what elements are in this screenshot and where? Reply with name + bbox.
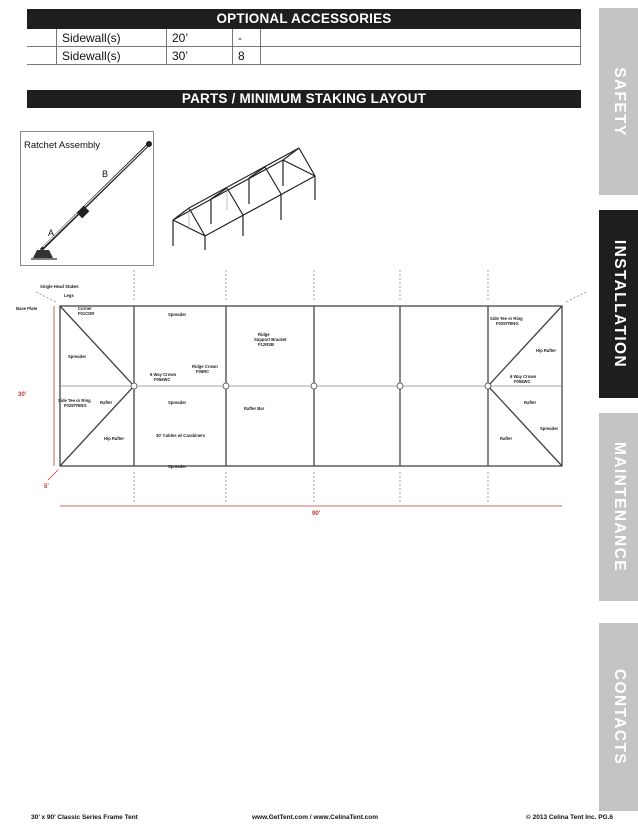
tab-installation-label: INSTALLATION: [610, 239, 628, 369]
accessories-table: [27, 29, 581, 65]
optional-accessories-heading: OPTIONAL ACCESSORIES: [27, 9, 581, 29]
tab-contacts-label: CONTACTS: [610, 668, 628, 766]
rafter-label-right: Rafter: [524, 400, 537, 405]
size-cell: 20’: [167, 29, 233, 47]
tab-maintenance-label: MAINTENANCE: [610, 442, 628, 572]
corner-code-label: F01CDR: [78, 311, 95, 316]
staking-layout-diagram: [14, 270, 586, 518]
tab-safety-label: SAFETY: [610, 66, 628, 137]
item-cell: Sidewall(s): [57, 47, 167, 65]
cables-label: 30' Cables w/ Carabiners: [156, 433, 206, 438]
footer-product-title: 30’ x 90’ Classic Series Frame Tent: [31, 814, 138, 821]
ridge-crown-code: F06RC: [196, 369, 210, 374]
corner-label: Corner: [78, 306, 92, 311]
side-tee-label-left: Side Tee or Ring: [58, 398, 91, 403]
ratchet-assembly-panel: [20, 131, 154, 266]
table-row: [27, 47, 581, 65]
hip-rafter-label-right: Hip Rafter: [536, 348, 557, 353]
rafter-bar-label: Rafter Bar: [244, 406, 265, 411]
rafter-label-lower: Rafter: [500, 436, 513, 441]
base-plate-label: Base Plate: [16, 306, 38, 311]
ratchet-assembly-title: Ratchet Assembly: [24, 140, 101, 151]
footer-copyright: © 2013 Celina Tent Inc. PG.6: [526, 814, 614, 821]
qty-cell: -: [233, 29, 261, 47]
ridge-bracket-label-2: Support Bracket: [254, 337, 287, 342]
crown6-code-left: F056WC: [154, 377, 171, 382]
size-cell: 30’: [167, 47, 233, 65]
offset-dimension: 5': [44, 484, 49, 490]
crown6-label-right: 6 Way Crown: [510, 374, 537, 379]
crown6-label-left: 6 Way Crown: [150, 372, 177, 377]
table-row: [27, 29, 581, 47]
side-tee-code-left: F025TRING: [64, 403, 87, 408]
spreader-label-mid: Spreader: [168, 400, 187, 405]
single-head-stakes-label: Single Head Stakes: [40, 284, 79, 289]
tab-contacts[interactable]: [599, 623, 638, 811]
ratchet-illustration: [21, 132, 153, 265]
crown6-code-right: F056WC: [514, 379, 531, 384]
tab-maintenance[interactable]: [599, 413, 638, 601]
item-cell: Sidewall(s): [57, 29, 167, 47]
legs-label: Legs: [64, 293, 74, 298]
spreader-label-right: Spreader: [540, 426, 559, 431]
rafter-label-left: Rafter: [100, 400, 113, 405]
spreader-label-left: Spreader: [68, 354, 87, 359]
tab-installation[interactable]: [599, 210, 638, 398]
side-tee-label-right: Side Tee or Ring: [490, 316, 523, 321]
ratchet-label-b: B: [102, 169, 109, 179]
spreader-label-bottom: Spreader: [168, 464, 187, 469]
tab-safety[interactable]: [599, 8, 638, 195]
footer-website-links[interactable]: www.GetTent.com / www.CelinaTent.com: [252, 814, 379, 821]
spreader-label-top: Spreader: [168, 312, 187, 317]
ridge-crown-label: Ridge Crown: [192, 364, 218, 369]
ratchet-label-a: A: [48, 228, 55, 238]
length-dimension: 90': [312, 511, 321, 517]
side-tee-code-right: F025TRING: [496, 321, 519, 326]
qty-cell: 8: [233, 47, 261, 65]
tent-frame-illustration: [165, 140, 395, 255]
width-dimension: 30': [18, 392, 27, 398]
hip-rafter-label-left: Hip Rafter: [104, 436, 125, 441]
ridge-bracket-label: Ridge: [258, 332, 270, 337]
parts-layout-heading: PARTS / MINIMUM STAKING LAYOUT: [27, 90, 581, 108]
ridge-bracket-code: F12RSB: [258, 342, 275, 347]
